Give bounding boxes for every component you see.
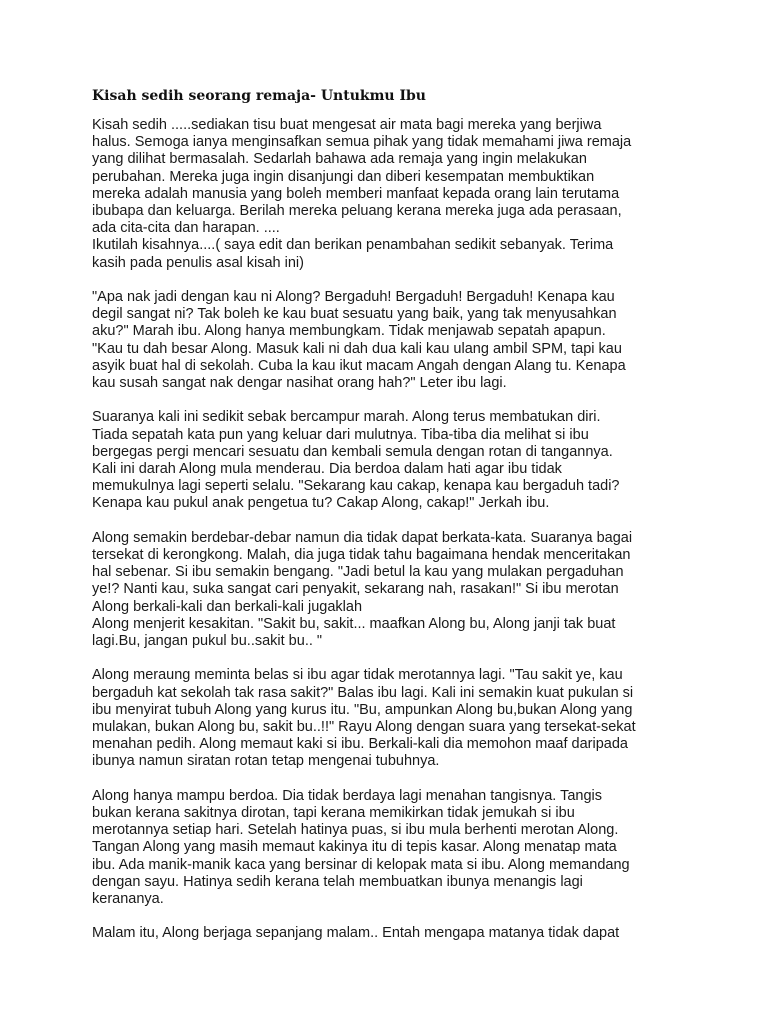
text-line: kerananya.: [92, 891, 164, 908]
text-line: hal sebenar. Si ibu semakin bengang. "Jadi betul la kau yang mulakan pergaduhan: [92, 564, 624, 581]
paragraph-2: [92, 289, 692, 392]
paragraph-1: [92, 117, 692, 272]
text-line: bukan kerana sakitnya dirotan, tapi kerana memikirkan tidak jemukah si ibu: [92, 805, 575, 822]
paragraph-4: [92, 530, 692, 650]
text-line: Along semakin berdebar-debar namun dia tidak dapat berkata-kata. Suaranya bagai: [92, 529, 633, 546]
paragraph-6: [92, 788, 692, 908]
text-line: Along hanya mampu berdoa. Dia tidak berdaya lagi menahan tangisnya. Tangis: [92, 787, 602, 804]
text-line: bergegas pergi mencari sesuatu dan kembali semula dengan rotan di tangannya.: [92, 443, 613, 460]
text-line: "Apa nak jadi dengan kau ni Along? Bergaduh! Bergaduh! Bergaduh! Kenapa kau: [92, 289, 615, 306]
document-title: Kisah sedih seorang remaja- Untukmu Ibu: [92, 88, 426, 104]
text-line: Along menjerit kesakitan. "Sakit bu, sakit... maafkan Along bu, Along janji tak buat: [92, 615, 616, 632]
text-line: "Kau tu dah besar Along. Masuk kali ni dah dua kali kau ulang ambil SPM, tapi kau: [92, 340, 622, 357]
text-line: mereka adalah manusia yang boleh memberi manfaat kepada orang lain terutama: [92, 185, 620, 202]
text-line: Along berkali-kali dan berkali-kali jugaklah: [92, 598, 363, 615]
text-line: tersekat di kerongkong. Malah, dia juga tidak tahu bagaimana hendak menceritakan: [92, 547, 631, 564]
text-line: ibunya namun siratan rotan tetap mengenai tubuhnya.: [92, 753, 440, 770]
text-line: ibu menyirat tubuh Along yang kurus itu. "Bu, ampunkan Along bu,bukan Along yang: [92, 701, 633, 718]
text-line: memukulnya lagi seperti selalu. "Sekarang kau cakap, kenapa kau bergaduh tadi?: [92, 478, 620, 495]
text-line: ada cita-cita dan harapan. ....: [92, 220, 280, 237]
paragraph-5: [92, 667, 692, 770]
text-line: Suaranya kali ini sedikit sebak bercampur marah. Along terus membatukan diri.: [92, 409, 601, 426]
text-line: Tangan Along yang masih memaut kakinya itu di tepis kasar. Along menatap mata: [92, 839, 617, 856]
text-line: Kenapa kau pukul anak pengetua tu? Cakap Along, cakap!" Jerkah ibu.: [92, 495, 550, 512]
text-line: lagi.Bu, jangan pukul bu..sakit bu.. ": [92, 633, 323, 650]
text-line: Ikutilah kisahnya....( saya edit dan berikan penambahan sedikit sebanyak. Terima: [92, 237, 614, 254]
text-line: ibubapa dan keluarga. Berilah mereka peluang kerana mereka juga ada perasaan,: [92, 203, 622, 220]
text-line: dengan sayu. Hatinya sedih kerana telah membuatkan ibunya menangis lagi: [92, 873, 583, 890]
text-line: menahan pedih. Along memaut kaki si ibu. Berkali-kali dia memohon maaf daripada: [92, 736, 628, 753]
text-line: Tiada sepatah kata pun yang keluar dari mulutnya. Tiba-tiba dia melihat si ibu: [92, 426, 589, 443]
text-line: kau susah sangat nak dengar nasihat orang hah?" Leter ibu lagi.: [92, 375, 507, 392]
text-line: aku?" Marah ibu. Along hanya membungkam. Tidak menjawab sepatah apapun.: [92, 323, 606, 340]
text-line: Along meraung meminta belas si ibu agar tidak merotannya lagi. "Tau sakit ye, kau: [92, 667, 623, 684]
text-line: ibu. Ada manik-manik kaca yang bersinar di kelopak mata si ibu. Along memandang: [92, 856, 630, 873]
text-line: yang dilihat bermasalah. Sedarlah bahawa ada remaja yang ingin melakukan: [92, 151, 587, 168]
text-line: mulakan, bukan Along bu, sakit bu..!!" Rayu Along dengan suara yang tersekat-sekat: [92, 719, 636, 736]
text-line: Malam itu, Along berjaga sepanjang malam.. Entah mengapa matanya tidak dapat: [92, 925, 620, 942]
text-line: merotannya setiap hari. Setelah hatinya puas, si ibu mula berhenti merotan Along.: [92, 822, 619, 839]
text-line: ye!? Nanti kau, suka sangat cari penyakit, sekarang nah, rasakan!" Si ibu merotan: [92, 581, 619, 598]
text-line: halus. Semoga ianya menginsafkan semua pihak yang tidak memahami jiwa remaja: [92, 134, 632, 151]
text-line: Kisah sedih .....sediakan tisu buat mengesat air mata bagi mereka yang berjiwa: [92, 117, 602, 133]
text-line: asyik buat hal di sekolah. Cuba la kau ikut macam Angah dengan Alang tu. Kenapa: [92, 357, 626, 374]
text-line: degil sangat ni? Tak boleh ke kau buat sesuatu yang baik, yang tak menyusahkan: [92, 306, 617, 323]
text-line: bergaduh kat sekolah tak rasa sakit?" Balas ibu lagi. Kali ini semakin kuat pukulan si: [92, 684, 634, 701]
document-body: [92, 117, 692, 960]
paragraph-7: [92, 925, 692, 942]
text-line: kasih pada penulis asal kisah ini): [92, 254, 304, 271]
text-line: Kali ini darah Along mula menderau. Dia berdoa dalam hati agar ibu tidak: [92, 461, 562, 478]
paragraph-3: [92, 409, 692, 512]
text-line: perubahan. Mereka juga ingin disanjungi dan diberi kesempatan membuktikan: [92, 168, 595, 185]
